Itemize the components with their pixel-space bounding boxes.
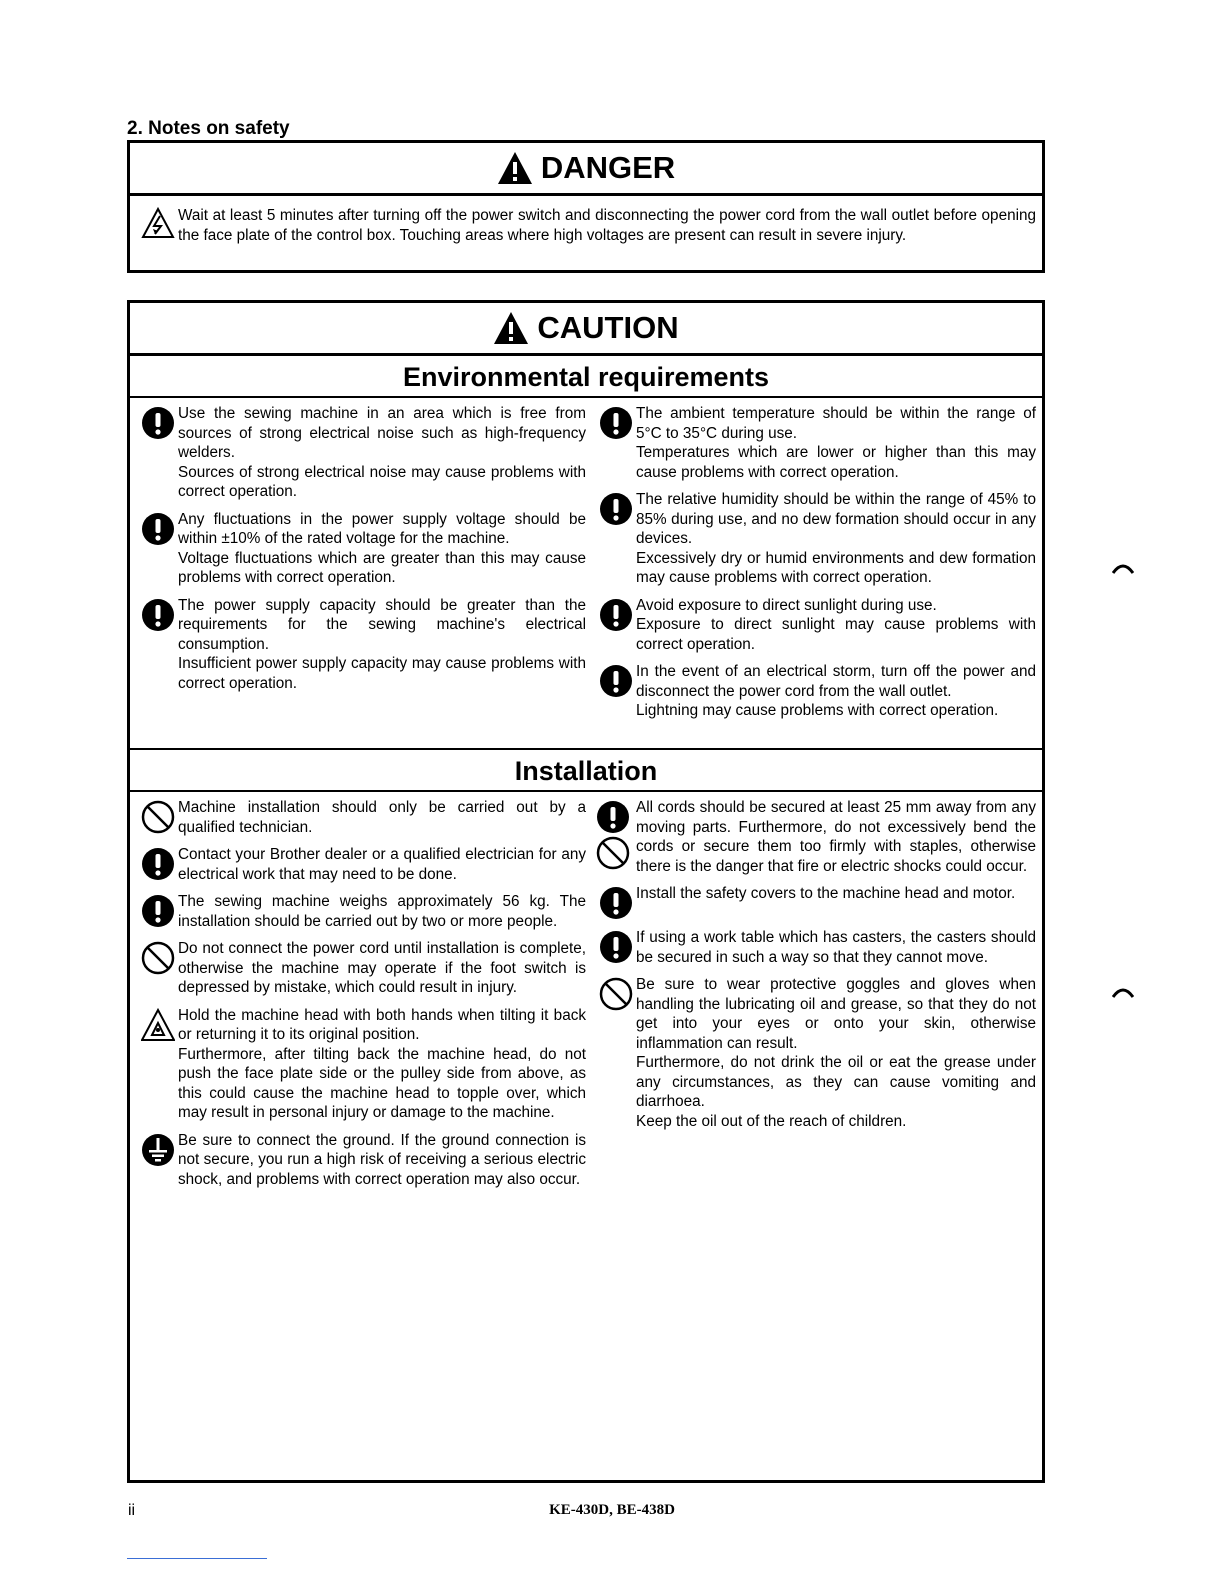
warning-triangle-icon — [497, 151, 533, 185]
mandatory-icon — [141, 406, 175, 440]
item-text: Hold the machine head with both hands when tilting it back or returning it to its original position. — [178, 1006, 586, 1043]
item-text: Any fluctuations in the power supply voltage should be within ±10% of the rated voltage for the machine. — [178, 510, 586, 547]
safety-item — [138, 596, 586, 694]
mandatory-icon — [599, 492, 633, 526]
danger-box — [127, 140, 1045, 273]
model-name: KE-430D, BE-438D — [549, 1502, 675, 1518]
safety-item — [596, 884, 1036, 920]
safety-item — [138, 1131, 586, 1190]
installation-section — [130, 750, 1042, 1197]
safety-item — [596, 798, 1036, 876]
safety-item — [138, 892, 586, 931]
item-text: Voltage fluctuations which are greater than this may cause problems with correct operation. — [178, 549, 586, 586]
prohibition-icon — [596, 836, 630, 870]
caution-title: CAUTION — [537, 310, 679, 345]
item-text: Exposure to direct sunlight may cause problems with correct operation. — [636, 616, 1036, 653]
item-text: Do not connect the power cord until installation is complete, otherwise the machine may operate if the foot switch is depressed by mistake, which could result in injury. — [178, 940, 586, 996]
safety-item — [596, 596, 1036, 655]
item-text: Sources of strong electrical noise may cause problems with correct operation. — [178, 463, 586, 500]
prohibition-icon — [599, 977, 633, 1011]
environmental-right-column — [586, 398, 1042, 729]
item-text: Furthermore, do not drink the oil or eat the grease under any circumstances, as they can cause vomiting and diarrhoea. — [636, 1054, 1036, 1110]
item-text: Be sure to wear protective goggles and gloves when handling the lubricating oil and grease, so that they do not get into your eyes or onto your skin, otherwise inflammation can result. — [636, 976, 1036, 1052]
mandatory-icon — [599, 598, 633, 632]
caution-triangle-icon — [141, 1008, 175, 1042]
section-title: 2. Notes on safety — [127, 118, 290, 139]
item-text: Be sure to connect the ground. If the ground connection is not secure, you run a high risk of receiving a serious electric shock, and problems with correct operation may also occur. — [178, 1131, 586, 1188]
item-text: The ambient temperature should be within the range of 5°C to 35°C during use. — [636, 405, 1036, 442]
item-text: Machine installation should only be carried out by a qualified technician. — [178, 799, 586, 836]
safety-item — [596, 928, 1036, 967]
mandatory-icon — [599, 664, 633, 698]
installation-title: Installation — [130, 750, 1042, 792]
mandatory-icon — [599, 930, 633, 964]
safety-item — [596, 975, 1036, 1131]
item-text: Use the sewing machine in an area which is free from sources of strong electrical noise such as high-frequency welders. — [178, 405, 586, 461]
caution-header — [130, 303, 1042, 356]
item-text: The sewing machine weighs approximately 56 kg. The installation should be carried out by two or more people. — [178, 893, 586, 930]
item-text: The relative humidity should be within the range of 45% to 85% during use, and no dew formation should occur in any devices. — [636, 491, 1036, 547]
installation-right-column — [586, 792, 1042, 1197]
mandatory-icon — [141, 894, 175, 928]
environmental-left-column — [130, 398, 586, 729]
danger-item — [130, 196, 1042, 245]
item-text: The power supply capacity should be greater than the requirements for the sewing machine's electrical consumption. — [178, 596, 586, 653]
safety-item — [138, 845, 586, 884]
environmental-section — [130, 356, 1042, 750]
installation-left-column — [130, 792, 586, 1197]
safety-item — [596, 662, 1036, 721]
prohibition-icon — [141, 941, 175, 975]
environmental-title: Environmental requirements — [130, 356, 1042, 398]
safety-item — [138, 798, 586, 837]
safety-item — [138, 404, 586, 502]
danger-text: Wait at least 5 minutes after turning off the power switch and disconnecting the power cord from the wall outlet before opening the face plate of the control box. Touching areas where high voltages are present can result in severe injury. — [178, 207, 1036, 244]
safety-item — [138, 939, 586, 998]
mandatory-icon — [599, 406, 633, 440]
mandatory-icon — [141, 847, 175, 881]
item-text: Temperatures which are lower or higher than this may cause problems with correct operation. — [636, 444, 1036, 481]
safety-item — [138, 1006, 586, 1123]
item-text: Contact your Brother dealer or a qualified electrician for any electrical work that may need to be done. — [178, 846, 586, 883]
safety-item — [596, 404, 1036, 482]
item-text: Avoid exposure to direct sunlight during use. — [636, 596, 937, 614]
safety-item — [138, 510, 586, 588]
item-text: Keep the oil out of the reach of children. — [636, 1112, 907, 1130]
item-text: If using a work table which has casters, the casters should be secured in such a way so that they cannot move. — [636, 929, 1036, 966]
item-text: Install the safety covers to the machine head and motor. — [636, 885, 1016, 902]
mandatory-icon — [141, 598, 175, 632]
electric-shock-warning-icon — [141, 206, 175, 240]
footer-rule — [127, 1558, 267, 1559]
mandatory-icon — [141, 512, 175, 546]
item-text: Insufficient power supply capacity may cause problems with correct operation. — [178, 655, 586, 692]
item-text: All cords should be secured at least 25 mm away from any moving parts. Furthermore, do not excessively bend the cords or secure them too firmly with staples, otherwise there is the danger that fire or electric shocks could occur. — [636, 799, 1036, 875]
margin-mark-icon — [1112, 986, 1134, 998]
page-number: ii — [128, 1502, 136, 1519]
warning-triangle-icon — [493, 311, 529, 345]
caution-box — [127, 300, 1045, 1483]
safety-item — [596, 490, 1036, 588]
prohibition-icon — [141, 800, 175, 834]
item-text: Furthermore, after tilting back the machine head, do not push the face plate side or the pulley side from above, as this could cause the machine head to topple over, which may result in personal injury or damage to the machine. — [178, 1045, 586, 1121]
item-text: Lightning may cause problems with correct operation. — [636, 702, 999, 719]
ground-icon — [141, 1133, 175, 1167]
margin-mark-icon — [1112, 562, 1134, 574]
mandatory-icon — [596, 800, 630, 834]
danger-header — [130, 143, 1042, 196]
item-text: In the event of an electrical storm, turn off the power and disconnect the power cord from the wall outlet. — [636, 663, 1036, 700]
danger-title: DANGER — [540, 150, 676, 185]
mandatory-icon — [599, 886, 633, 920]
item-text: Excessively dry or humid environments and dew formation may cause problems with correct operation. — [636, 549, 1036, 586]
